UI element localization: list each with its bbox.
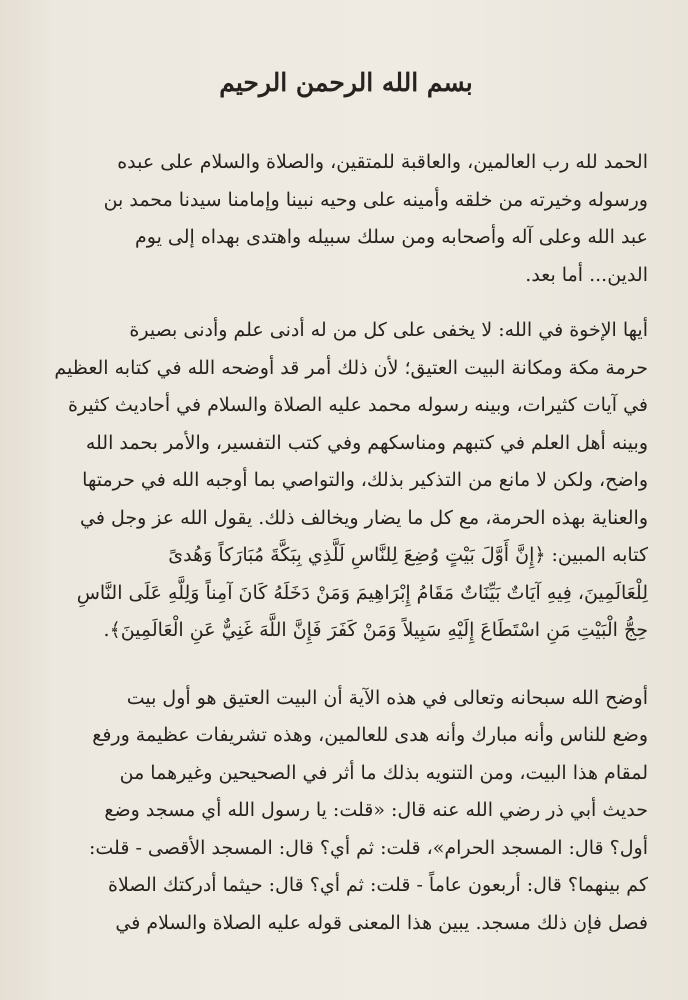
text-line: حرمة مكة ومكانة البيت العتيق؛ لأن ذلك أمر قد أوضحه الله في كتابه العظيم: [54, 356, 648, 379]
quran-verse-line: كتابه المبين: ﴿إِنَّ أَوَّلَ بَيْتٍ وُضِعَ لِلنَّاسِ لَلَّذِي بِبَكَّةَ مُبَارَكاً وَهُدىً: [168, 544, 648, 566]
text-line: كم بينهما؟ قال: أربعون عاماً - قلت: ثم أي؟ قال: حيثما أدركتك الصلاة: [107, 874, 648, 896]
text-line: لمقام هذا البيت، ومن التنويه بذلك ما أثر في الصحيحين وغيرهما من: [119, 761, 648, 784]
text-line: واضح، ولكن لا مانع من التذكير بذلك، والتواصي بما أوجبه الله في حرمتها: [82, 469, 648, 491]
text-line: في آيات كثيرات، وبينه رسوله محمد عليه الصلاة والسلام في أحاديث كثيرة: [67, 394, 648, 416]
paragraph-gap: [44, 650, 648, 680]
paragraph-explanation: [44, 680, 648, 943]
quran-verse-line: لِلْعَالَمِينَ، فِيهِ آيَاتٌ بَيِّنَاتٌ مَقَامُ إِبْرَاهِيمَ وَمَنْ دَخَلَهُ كَانَ آمِناً وَلِلَّهِ عَلَى النَّاسِ: [76, 581, 648, 604]
paragraph-intro: [44, 144, 648, 294]
text-line: الدين... أما بعد.: [525, 263, 648, 286]
text-line: وضع للناس وأنه مبارك وأنه هدى للعالمين، وهذه تشريفات عظيمة ورفع: [92, 724, 648, 746]
text-line: أوضح الله سبحانه وتعالى في هذه الآية أن البيت العتيق هو أول بيت: [126, 686, 648, 709]
quran-verse-line: حِجُّ الْبَيْتِ مَنِ اسْتَطَاعَ إِلَيْهِ سَبِيلاً وَمَنْ كَفَرَ فَإِنَّ اللَّهَ غَنِيٌّ عَنِ الْعَالَمِينَ﴾.: [103, 619, 648, 641]
paragraph-sanctity: [44, 312, 648, 650]
text-line: وبينه أهل العلم في كتبهم ومناسكهم وفي كتب التفسير، والأمر بحمد الله: [85, 431, 648, 454]
text-line: أيها الإخوة في الله: لا يخفى على كل من له أدنى علم وأدنى بصيرة: [129, 319, 648, 341]
text-line: حديث أبي ذر رضي الله عنه قال: «قلت: يا رسول الله أي مسجد وضع: [104, 799, 648, 821]
text-line: والعناية بهذه الحرمة، مع كل ما يضار ويخالف ذلك. يقول الله عز وجل في: [79, 506, 648, 529]
text-line: فصل فإن ذلك مسجد. يبين هذا المعنى قوله عليه الصلاة والسلام في: [115, 911, 648, 934]
text-line: أول؟ قال: المسجد الحرام»، قلت: ثم أي؟ قال: المسجد الأقصى - قلت:: [89, 836, 648, 859]
text-line: الحمد لله رب العالمين، والعاقبة للمتقين، والصلاة والسلام على عبده: [117, 151, 648, 173]
text-line: ورسوله وخيرته من خلقه وأمينه على وحيه نبينا وإمامنا سيدنا محمد بن: [103, 188, 648, 211]
text-line: عبد الله وعلى آله وأصحابه ومن سلك سبيله واهتدى بهداه إلى يوم: [134, 226, 648, 248]
page-heading: بسم الله الرحمن الرحيم: [219, 68, 473, 97]
